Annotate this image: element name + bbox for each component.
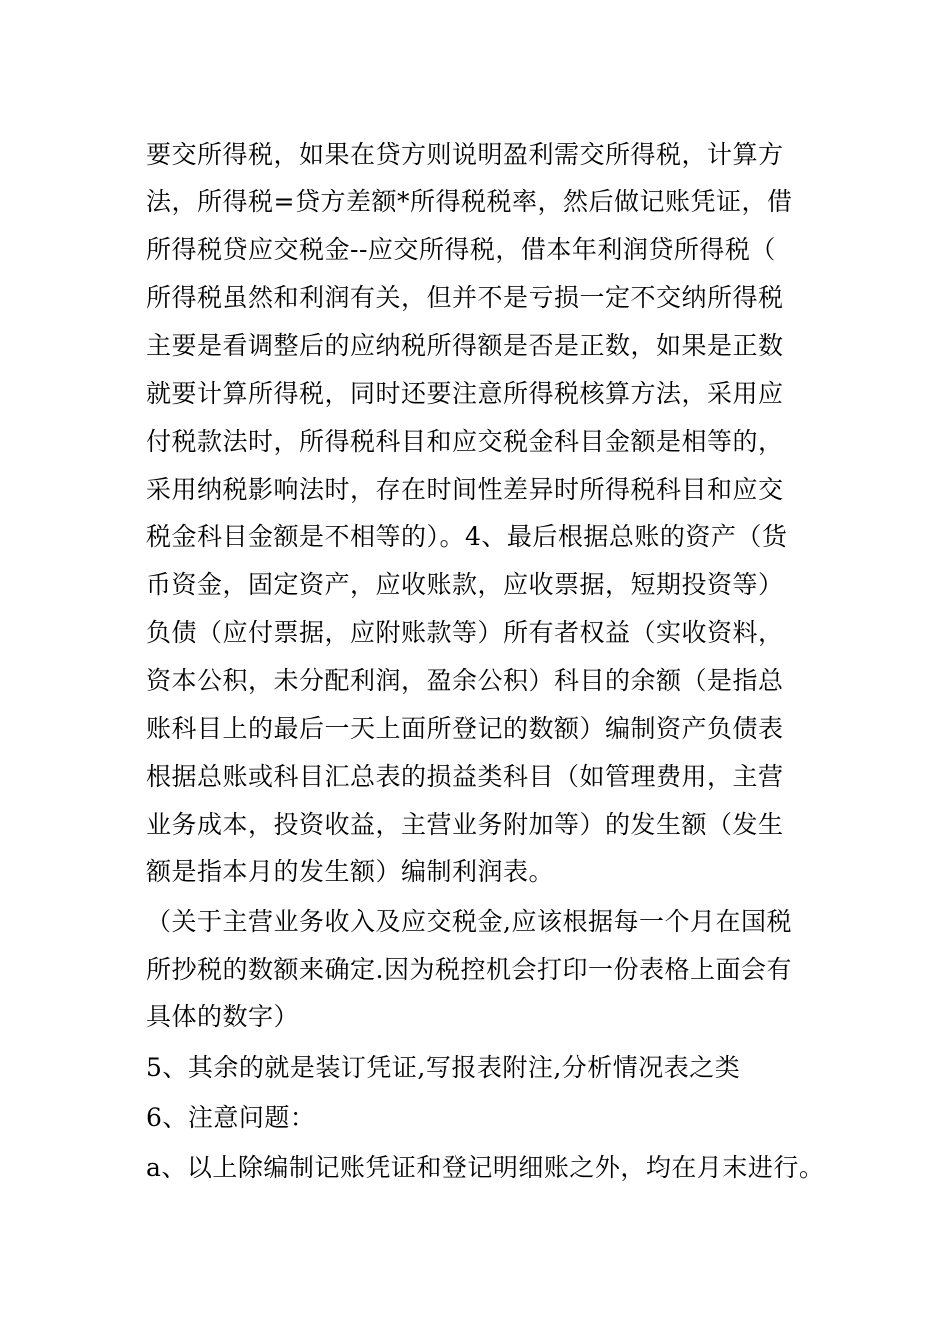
text-line: 5、其余的就是装订凭证,写报表附注,分析情况表之类 [146,1053,741,1082]
text-line: （关于主营业务收入及应交税金,应该根据每一个月在国税 [146,907,792,936]
text-line: 主要是看调整后的应纳税所得额是否是正数，如果是正数 [146,331,784,360]
text-line: 付税款法时，所得税科目和应交税金科目金额是相等的， [146,427,784,456]
text-line: 就要计算所得税，同时还要注意所得税核算方法，采用应 [146,379,784,408]
text-line: 要交所得税，如果在贷方则说明盈利需交所得税，计算方 [146,140,784,169]
text-line: 所抄税的数额来确定.因为税控机会打印一份表格上面会有 [146,955,792,984]
text-line: 业务成本，投资收益，主营业务附加等）的发生额（发生 [146,810,784,839]
text-line: 账科目上的最后一天上面所登记的数额）编制资产负债表 [146,714,784,743]
text-line: 资本公积，未分配利润，盈余公积）科目的余额（是指总 [146,666,784,695]
text-line: 采用纳税影响法时，存在时间性差异时所得税科目和应交 [146,475,784,504]
text-line: 负债（应付票据，应附账款等）所有者权益（实收资料， [146,618,784,647]
text-line: 具体的数字） [146,1002,300,1031]
text-line: 税金科目金额是不相等的）。4、最后根据总账的资产（货 [146,522,788,551]
text-line: 6、注意问题： [146,1103,316,1132]
text-line: 额是指本月的发生额）编制利润表。 [146,857,555,886]
text-line: 币资金，固定资产，应收账款，应收票据，短期投资等） [146,570,784,599]
text-line: 法，所得税=贷方差额*所得税税率，然后做记账凭证，借 [146,187,793,216]
text-line: 根据总账或科目汇总表的损益类科目（如管理费用，主营 [146,762,784,791]
text-line: 所得税虽然和利润有关，但并不是亏损一定不交纳所得税 [146,283,784,312]
text-line: a、以上除编制记账凭证和登记明细账之外，均在月末进行。 [146,1153,825,1182]
text-line: 所得税贷应交税金--应交所得税，借本年利润贷所得税（ [146,235,776,264]
